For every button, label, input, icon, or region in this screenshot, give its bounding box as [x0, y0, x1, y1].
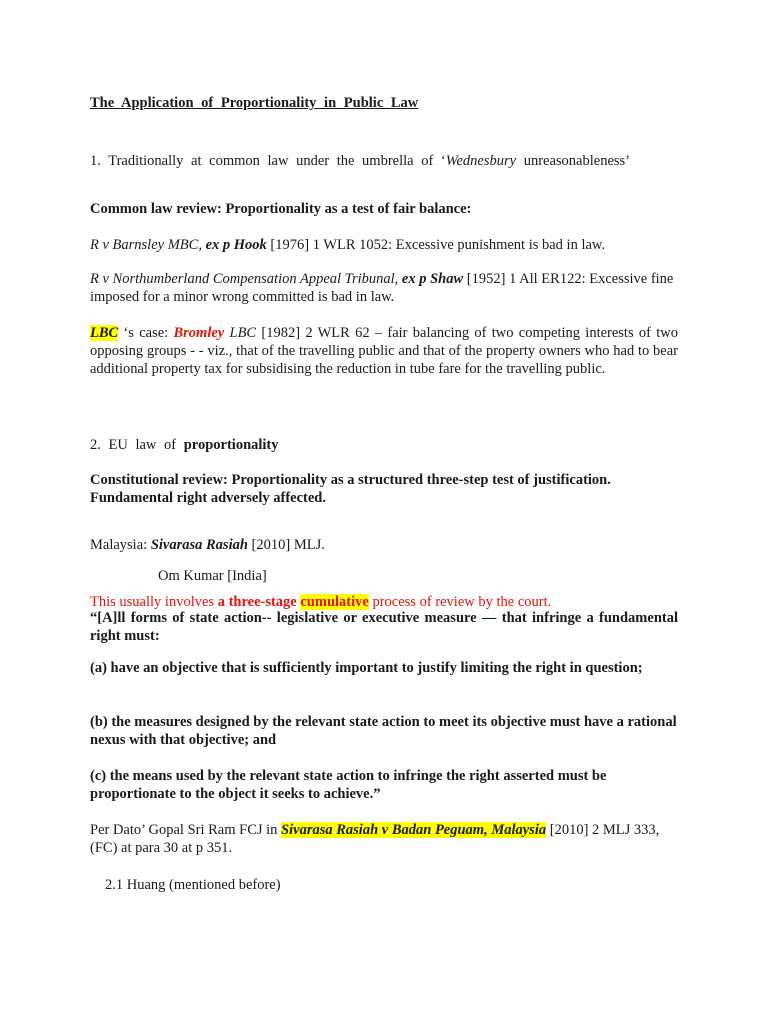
three-stage-post: process of review by the court. [368, 594, 552, 610]
case-hook [90, 236, 678, 254]
section-1-heading [90, 152, 678, 170]
section-1-post: unreasonableness’ [516, 153, 631, 169]
case-shaw-party: ex p Shaw [401, 271, 464, 287]
case-hook-name: R v Barnsley MBC, [90, 237, 206, 253]
section-2-bold: proportionality [183, 437, 279, 453]
lbc-description: [1982] 2 WLR 62 – fair balancing of two competing interests of two opposing groups - - viz., that of the travelling public and that of the property owners who had to bear additional property tax for subsidising the reduction in tube fare for the travelling public. [90, 325, 678, 377]
malaysia-case [90, 536, 678, 554]
per-citation [90, 821, 678, 857]
case-shaw [90, 270, 678, 306]
case-shaw-citation: [1952] 1 All ER122: Excessive fine imposed for a minor wrong committed is bad in law. [90, 271, 674, 305]
malaysia-pre: Malaysia: [90, 537, 151, 553]
per-post: [2010] 2 MLJ 333, (FC) at para 30 at p 351. [90, 822, 660, 856]
item-c: (c) the means used by the relevant state action to infringe the right asserted must be proportionate to the object it seeks to achieve.” [90, 768, 607, 802]
lbc-mid: ‘s case: [118, 325, 174, 341]
constitutional-review-heading: Constitutional review: Proportionality as a structured three-step test of justification. Fundamental right adversely affected. [90, 472, 611, 506]
case-hook-citation: [1976] 1 WLR 1052: Excessive punishment is bad in law. [266, 237, 606, 253]
document-title: The Application of Proportionality in Public Law [90, 95, 419, 111]
section-2-pre: 2. EU law of [90, 437, 184, 453]
malaysia-post: [2010] MLJ. [247, 537, 325, 553]
case-hook-party: ex p Hook [205, 237, 267, 253]
malaysia-case-name: Sivarasa Rasiah [150, 537, 248, 553]
quote-intro: “[A]ll forms of state action-- legislative or executive measure — that infringe a fundamental right must: [90, 610, 678, 644]
section-1-pre: 1. Traditionally at common law under the umbrella of ‘ [90, 153, 446, 169]
om-kumar-case: Om Kumar [India] [158, 568, 267, 584]
common-law-heading: Common law review: Proportionality as a test of fair balance: [90, 201, 472, 217]
section-2-1: 2.1 Huang (mentioned before) [105, 877, 281, 893]
lbc-highlight: LBC [90, 325, 119, 341]
section-2-heading [90, 436, 678, 454]
per-pre: Per Dato’ Gopal Sri Ram FCJ in [90, 822, 282, 838]
section-1-italic: Wednesbury [445, 153, 517, 169]
lbc-bromley: Bromley [173, 325, 225, 341]
case-shaw-name: R v Northumberland Compensation Appeal Tribunal, [90, 271, 402, 287]
cumulative-highlight: cumulative [300, 594, 369, 610]
three-stage-bold: a three-stage [217, 594, 301, 610]
lbc-name: LBC [224, 325, 257, 341]
item-a: (a) have an objective that is sufficiently important to justify limiting the right in question; [90, 660, 643, 676]
three-stage-pre: This usually involves [90, 594, 218, 610]
per-case-highlight: Sivarasa Rasiah v Badan Peguam, Malaysia [281, 822, 547, 838]
item-b: (b) the measures designed by the relevant state action to meet its objective must have a rational nexus with that objective; and [90, 714, 677, 748]
lbc-case [90, 324, 678, 378]
